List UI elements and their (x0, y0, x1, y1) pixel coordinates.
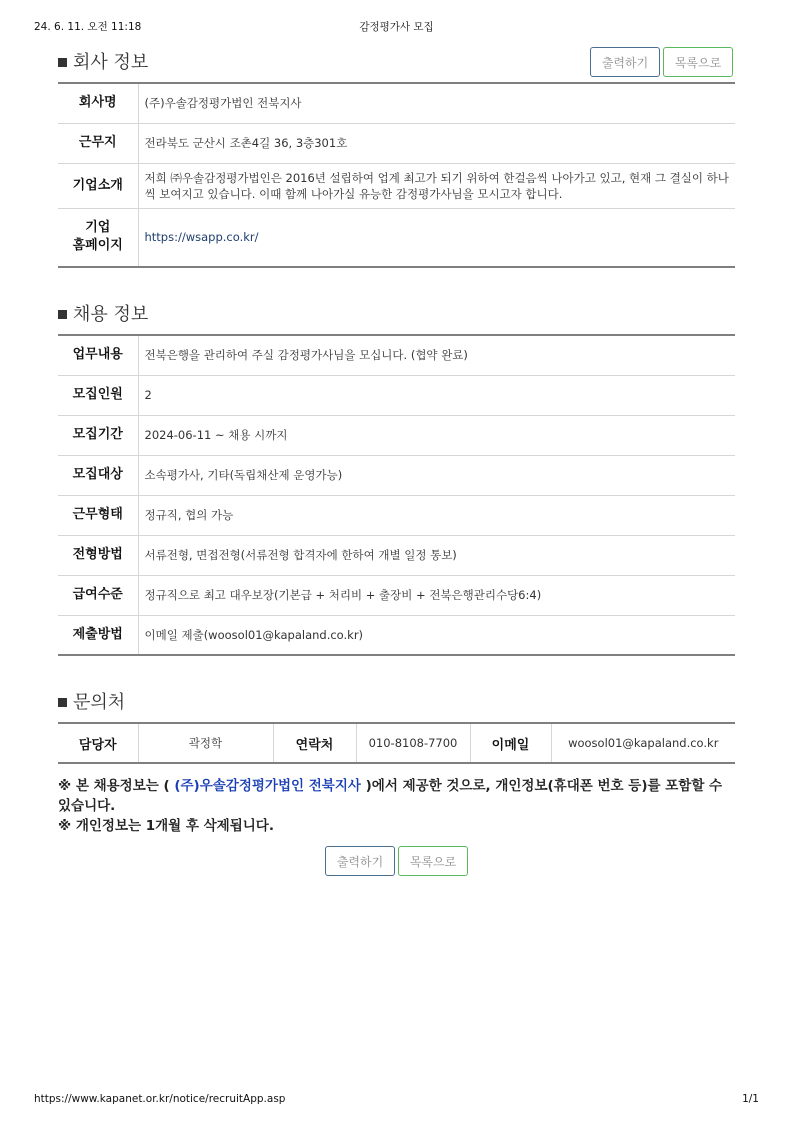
square-bullet-icon (58, 58, 67, 67)
print-footer (34, 1093, 759, 1107)
recruit-info-table (58, 334, 735, 656)
print-button-bottom[interactable]: 출력하기 (325, 846, 395, 876)
target-label: 모집대상 (58, 455, 138, 495)
table-row (58, 535, 735, 575)
headcount-value: 2 (138, 375, 735, 415)
salary-label: 급여수준 (58, 575, 138, 615)
print-url: https://www.kapanet.or.kr/notice/recruitApp.asp (34, 1093, 286, 1105)
submission-method-label: 제출방법 (58, 615, 138, 655)
phone-value: 010-8108-7700 (356, 723, 470, 763)
table-row (58, 375, 735, 415)
table-row (58, 335, 735, 375)
job-description-label: 업무내용 (58, 335, 138, 375)
notice-prefix: ※ 본 채용정보는 ( (58, 778, 175, 794)
contact-section-title-text: 문의처 (73, 692, 126, 713)
notice-line-1 (58, 776, 735, 816)
contact-table (58, 722, 735, 764)
homepage-row (58, 208, 735, 267)
list-button-top[interactable]: 목록으로 (663, 47, 733, 77)
homepage-link[interactable]: https://wsapp.co.kr/ (144, 230, 259, 245)
square-bullet-icon (58, 698, 67, 707)
submission-method-value: 이메일 제출(woosol01@kapaland.co.kr) (144, 627, 364, 642)
email-label: 이메일 (470, 723, 551, 763)
table-row (58, 495, 735, 535)
company-info-table (58, 82, 735, 268)
phone-label: 연락처 (273, 723, 356, 763)
email-value: woosol01@kapaland.co.kr (568, 736, 719, 750)
print-timestamp: 24. 6. 11. 오전 11:18 (34, 21, 142, 33)
target-value: 소속평가사, 기타(독립채산제 운영가능) (138, 455, 735, 495)
recruit-section-title (58, 300, 148, 326)
homepage-label (58, 208, 138, 267)
table-row (58, 615, 735, 655)
privacy-notice (58, 776, 735, 836)
homepage-label-line1: 기업 (85, 220, 111, 236)
print-button-top[interactable]: 출력하기 (590, 47, 660, 77)
company-section-title-text: 회사 정보 (73, 52, 149, 73)
notice-line-2: ※ 개인정보는 1개월 후 삭제됩니다. (58, 818, 274, 834)
manager-label: 담당자 (58, 723, 138, 763)
recruit-section-title-text: 채용 정보 (73, 304, 149, 325)
employment-type-value: 정규직, 협의 가능 (138, 495, 735, 535)
company-name-row (58, 83, 735, 123)
company-intro-value: 저희 ㈜우솔감정평가법인은 2016년 설립하여 업계 최고가 되기 위하여 한걸음씩 나아가고 있고, 현재 그 결실이 하나씩 보여지고 있습니다. 이때 함께 나아가실 유능한 감정평가사님을 모시고자 합니다. (138, 163, 735, 208)
salary-value: 정규직으로 최고 대우보장(기본급 + 처리비 + 출장비 + 전북은행관리수당6:4) (138, 575, 735, 615)
homepage-label-line2: 홈페이지 (72, 238, 123, 254)
print-document-title: 감정평가사 모집 (359, 21, 434, 33)
notice-company-name: (주)우솔감정평가법인 전북지사 (174, 778, 361, 794)
job-description-value: 전북은행을 관리하여 주실 감정평가사님을 모십니다. (협약 완료) (138, 335, 735, 375)
recruit-period-label: 모집기간 (58, 415, 138, 455)
workplace-row (58, 123, 735, 163)
company-name-label: 회사명 (58, 83, 138, 123)
workplace-label: 근무지 (58, 123, 138, 163)
workplace-value: 전라북도 군산시 조촌4길 36, 3층301호 (138, 123, 735, 163)
company-intro-label: 기업소개 (58, 163, 138, 208)
company-section-title (58, 48, 148, 74)
headcount-label: 모집인원 (58, 375, 138, 415)
table-row (58, 415, 735, 455)
print-header (34, 19, 759, 33)
manager-value: 곽정학 (138, 723, 273, 763)
list-button-bottom[interactable]: 목록으로 (398, 846, 468, 876)
company-name-value: (주)우솔감정평가법인 전북지사 (138, 83, 735, 123)
contact-row (58, 723, 735, 763)
contact-section-title (58, 688, 125, 714)
selection-method-value: 서류전형, 면접전형(서류전형 합격자에 한하여 개별 일정 통보) (138, 535, 735, 575)
recruit-period-value: 2024-06-11 ~ 채용 시까지 (138, 415, 735, 455)
table-row (58, 575, 735, 615)
square-bullet-icon (58, 310, 67, 319)
page-number: 1/1 (742, 1093, 759, 1105)
company-intro-row (58, 163, 735, 208)
table-row (58, 455, 735, 495)
employment-type-label: 근무형태 (58, 495, 138, 535)
notice-suffix: )에서 제공한 것으로, 개인정보(휴대폰 번호 등)를 포함할 수 있습니다. (58, 778, 723, 814)
selection-method-label: 전형방법 (58, 535, 138, 575)
